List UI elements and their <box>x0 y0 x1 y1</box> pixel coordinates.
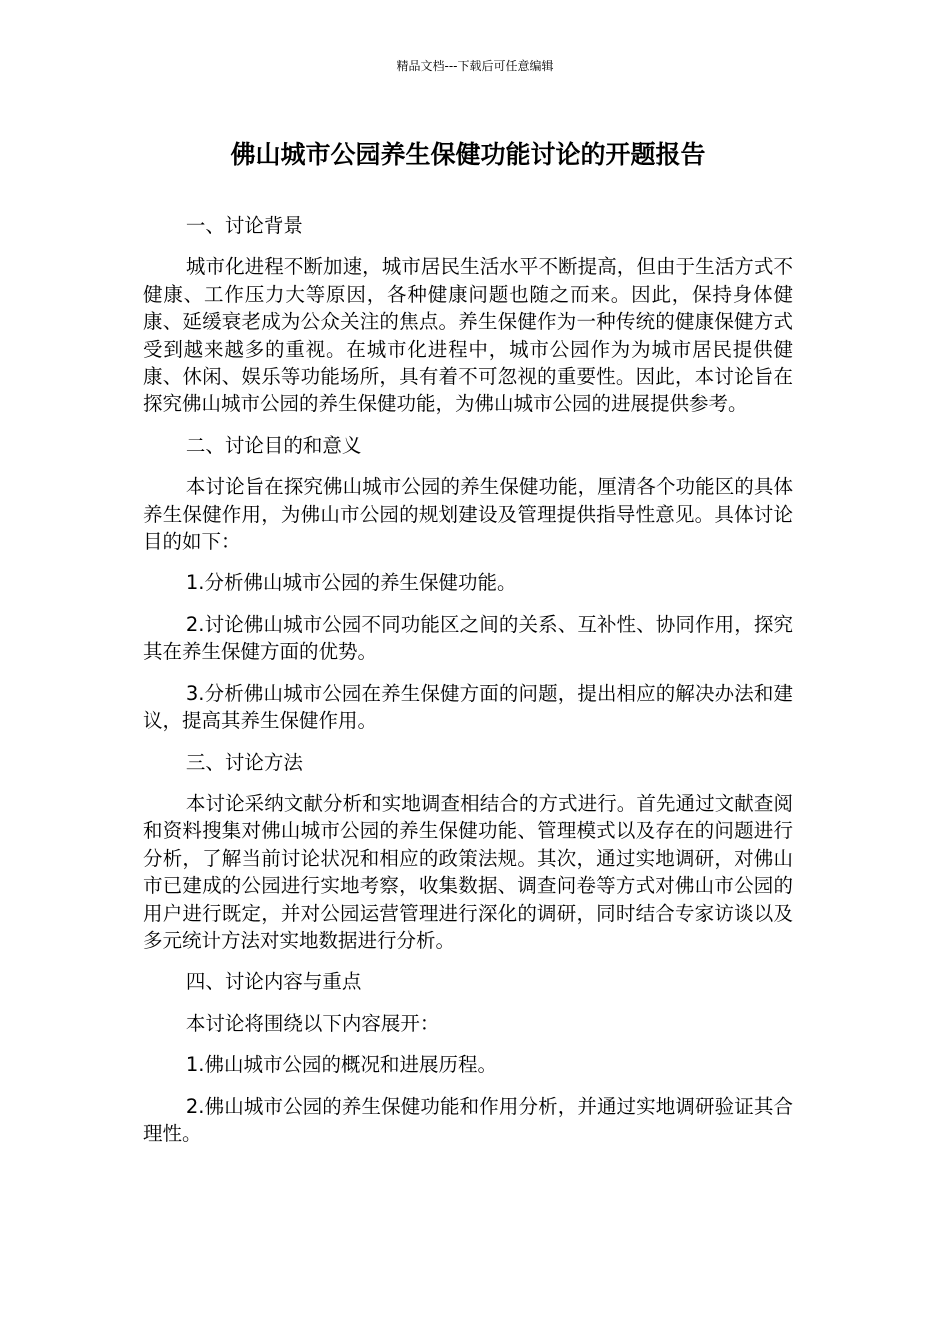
paragraph-purpose-intro: 本讨论旨在探究佛山城市公园的养生保健功能，厘清各个功能区的具体养生保健作用，为佛山市公园的规划建设及管理提供指导性意见。具体讨论目的如下： <box>143 475 793 554</box>
section-heading-content: 四、讨论内容与重点 <box>185 970 362 994</box>
list-item-content-1: 1.佛山城市公园的概况和进展历程。 <box>185 1053 497 1077</box>
paragraph-content-intro: 本讨论将围绕以下内容展开： <box>185 1011 440 1035</box>
list-item-purpose-3: 3.分析佛山城市公园在养生保健方面的问题，提出相应的解决办法和建议，提高其养生保健作用。 <box>143 681 793 733</box>
page-header-note: 精品文档---下载后可任意编辑 <box>396 59 554 73</box>
document-body <box>143 212 793 1161</box>
list-item-content-2: 2.佛山城市公园的养生保健功能和作用分析，并通过实地调研验证其合理性。 <box>143 1094 793 1145</box>
list-item-purpose-1: 1.分析佛山城市公园的养生保健功能。 <box>185 571 517 595</box>
list-item-purpose-2: 2.讨论佛山城市公园不同功能区之间的关系、互补性、协同作用，探究其在养生保健方面的优势。 <box>143 612 793 664</box>
paragraph-methods: 本讨论采纳文献分析和实地调查相结合的方式进行。首先通过文献查阅和资料搜集对佛山城市公园的养生保健功能、管理模式以及存在的问题进行分析，了解当前讨论状况和相应的政策法规。其次，通过实地调研，对佛山市已建成的公园进行实地考察，收集数据、调查问卷等方式对佛山市公园的用户进行既定，并对公园运营管理进行深化的调研，同时结合专家访谈以及多元统计方法对实地数据进行分析。 <box>143 791 793 952</box>
document-title: 佛山城市公园养生保健功能讨论的开题报告 <box>230 140 706 169</box>
section-heading-background: 一、讨论背景 <box>185 214 303 237</box>
section-heading-purpose: 二、讨论目的和意义 <box>185 433 362 457</box>
section-heading-methods: 三、讨论方法 <box>185 750 303 774</box>
paragraph-background: 城市化进程不断加速，城市居民生活水平不断提高，但由于生活方式不健康、工作压力大等原因，各种健康问题也随之而来。因此，保持身体健康、延缓衰老成为公众关注的焦点。养生保健作为一种传统的健康保健方式受到越来越多的重视。在城市化进程中，城市公园作为为城市居民提供健康、休闲、娱乐等功能场所，具有着不可忽视的重要性。因此，本讨论旨在探究佛山城市公园的养生保健功能，为佛山城市公园的进展提供参考。 <box>143 255 793 416</box>
